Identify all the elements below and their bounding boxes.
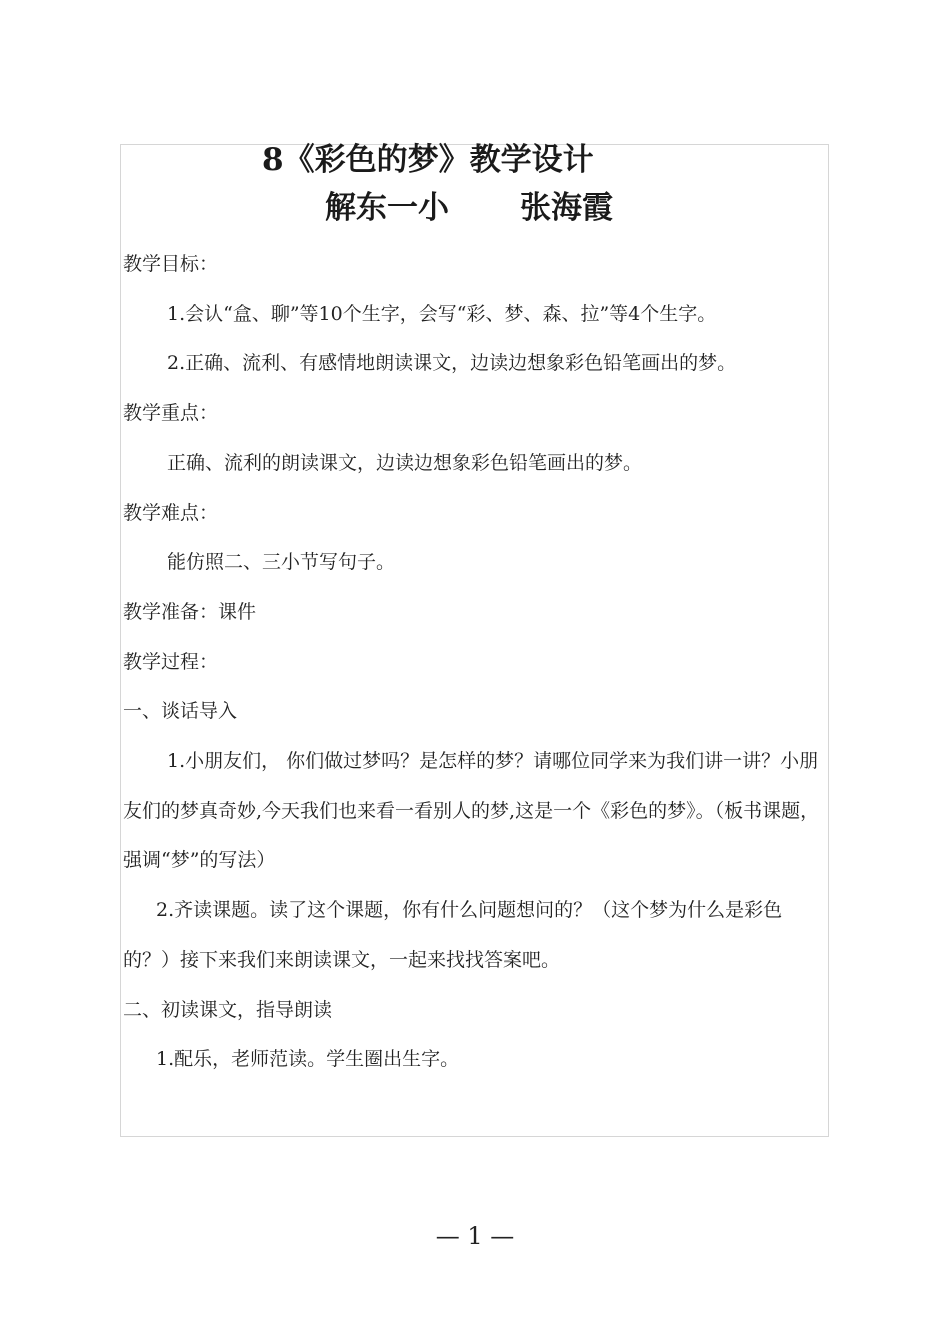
goals-heading: 教学目标： xyxy=(123,253,219,275)
part2-item-1: 1.配乐，老师范读。学生圈出生字。 xyxy=(156,1048,460,1071)
preparation-line: 教学准备：课件 xyxy=(123,600,257,623)
process-heading: 教学过程： xyxy=(123,650,219,673)
key-points-text: 正确、流利的朗读课文，边读边想象彩色铅笔画出的梦。 xyxy=(167,451,643,474)
part1-heading: 一、谈话导入 xyxy=(123,700,238,723)
document-title: 8《彩色的梦》教学设计 xyxy=(262,142,594,178)
part2-heading: 二、初读课文，指导朗读 xyxy=(123,998,333,1021)
goal-item-2: 2.正确、流利、有感情地朗读课文，边读边想象彩色铅笔画出的梦。 xyxy=(167,352,737,375)
document-body xyxy=(123,240,829,1085)
key-points-heading: 教学重点： xyxy=(123,402,219,425)
page-number: — 1 — xyxy=(435,1222,515,1250)
goal-item-1: 1.会认“盒、聊”等10个生字，会写“彩、梦、森、拉”等4个生字。 xyxy=(167,302,717,325)
school-name: 解东一小 xyxy=(325,190,449,226)
difficulty-text: 能仿照二、三小节写句子。 xyxy=(167,551,396,574)
part1-item-2: 2.齐读课题。读了这个课题，你有什么问题想问的？（这个梦为什么是彩色的？）接下来我们来朗读课文，一起来找找答案吧。 xyxy=(123,899,783,971)
author-name: 张海霞 xyxy=(520,190,613,226)
difficulty-heading: 教学难点： xyxy=(123,501,219,524)
part1-item-1: 1.小朋友们， 你们做过梦吗？是怎样的梦？请哪位同学来为我们讲一讲？小朋友们的梦真奇妙,今天我们也来看一看别人的梦,这是一个《彩色的梦》。（板书课题，强调“梦”的写法） xyxy=(123,750,820,872)
